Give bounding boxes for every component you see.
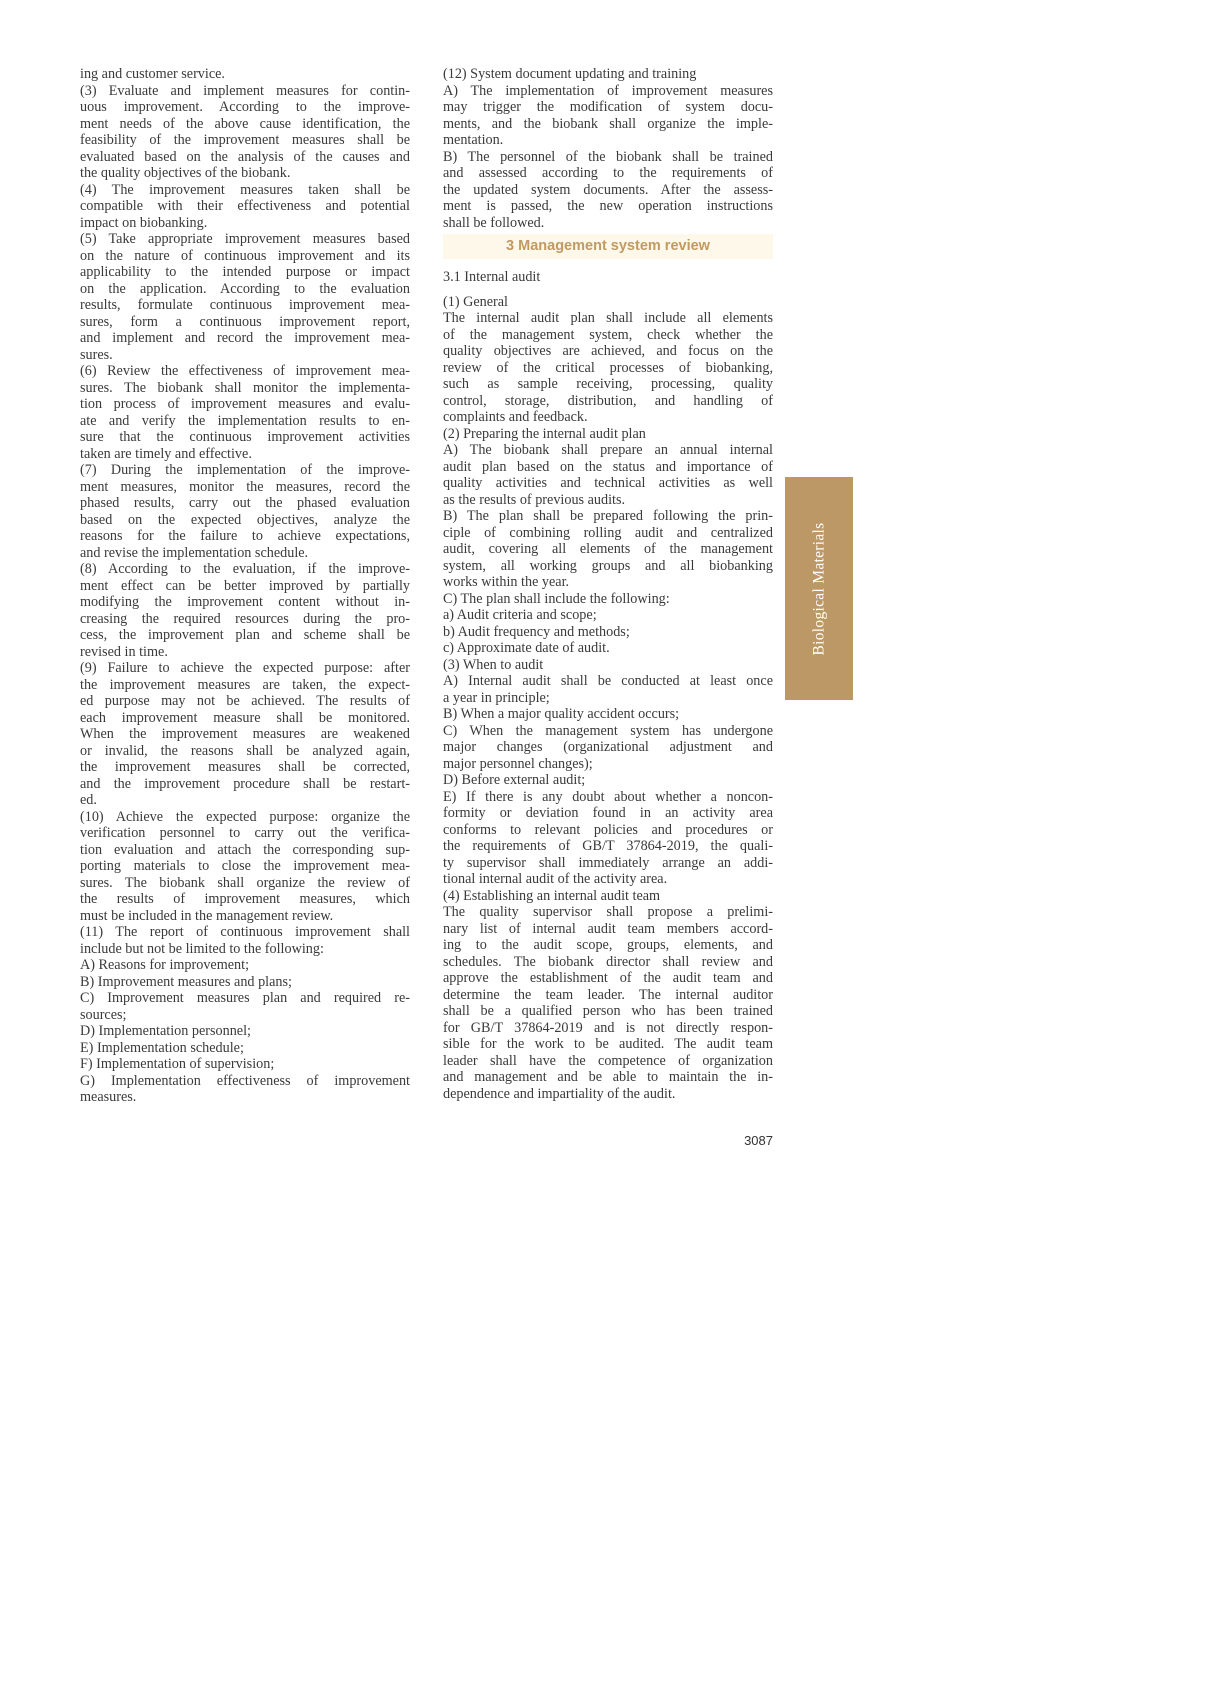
text-line: ing and customer service. [80,66,225,82]
text-line: audit plan based on the status and importance of [443,458,773,475]
text-line: each improvement measure shall be monitored. [80,709,410,726]
side-tab [785,477,853,700]
text-line: may trigger the modification of system docu- [443,99,773,115]
text-line: impact on biobanking. [80,214,208,231]
paragraph [80,990,410,1023]
paragraph [443,607,773,624]
text-line: the improvement measures shall be corrected, [80,759,410,775]
text-line: G) Implementation effectiveness of improvement [80,1072,410,1089]
text-line: leader shall have the competence of organization [443,1052,773,1069]
text-line: E) If there is any doubt about whether a noncon- [443,788,773,805]
text-line: b) Audit frequency and methods; [443,623,630,640]
text-line: tion evaluation and attach the corresponding sup- [80,841,410,858]
paragraph [443,508,773,591]
text-line: tional internal audit of the activity area. [443,871,668,887]
text-line: determine the team leader. The internal auditor [443,986,773,1003]
text-line: mentation. [443,132,504,148]
paragraph [80,660,410,809]
text-line: shall be followed. [443,214,545,231]
text-line: A) The biobank shall prepare an annual internal [443,442,773,458]
text-line: (11) The report of continuous improvement shall [80,924,410,940]
text-line: B) The plan shall be prepared following the prin- [443,508,773,524]
right-top-text [443,66,773,231]
text-line: (3) Evaluate and implement measures for contin- [80,82,410,99]
text-line: ate and verify the implementation results to en- [80,412,410,429]
text-line: review of the critical processes of biobanking, [443,359,773,376]
text-line: ment is passed, the new operation instructions [443,198,773,214]
text-line: c) Approximate date of audit. [443,640,610,656]
text-line: A) Internal audit shall be conducted at least once [443,673,773,689]
text-line: include but not be limited to the following: [80,940,324,957]
text-line: of the management system, check whether the [443,326,773,343]
text-line: sures, form a continuous improvement report, [80,313,410,330]
text-line: The quality supervisor shall propose a prelimi- [443,904,773,920]
paragraph [80,1040,410,1057]
paragraph [443,624,773,641]
paragraph [443,83,773,149]
text-line: for GB/T 37864-2019 and is not directly respon- [443,1019,773,1036]
text-line: ment measures, monitor the measures, record the [80,478,410,495]
spacer [443,286,773,294]
text-line: works within the year. [443,574,570,590]
text-line: and revise the implementation schedule. [80,544,309,561]
text-line: ing to the audit scope, groups, elements, and [443,937,773,953]
text-line: sible for the work to be audited. The audit team [443,1036,773,1052]
paragraph [443,673,773,706]
text-line: schedules. The biobank director shall review and [443,953,773,970]
text-line: sures. The biobank shall monitor the implementa- [80,379,410,396]
text-line: ed. [80,792,97,808]
paragraph [80,83,410,182]
text-line: (6) Review the effectiveness of improvement mea- [80,363,410,379]
text-line: approve the establishment of the audit team and [443,970,773,986]
text-line: F) Implementation of supervision; [80,1056,275,1072]
text-line: ment needs of the above cause identification, the [80,115,410,132]
text-line: ment effect can be better improved by partially [80,577,410,594]
paragraph [80,462,410,561]
text-line: the requirements of GB/T 37864-2019, the quali- [443,838,773,854]
text-line: the improvement measures are taken, the expect- [80,676,410,693]
text-line: sures. [80,346,113,363]
text-line: C) The plan shall include the following: [443,590,670,607]
text-line: the results of improvement measures, which [80,891,410,907]
paragraph [443,706,773,723]
text-line: or invalid, the reasons shall be analyzed again, [80,742,410,759]
text-line: sures. The biobank shall organize the review of [80,874,410,891]
text-line: quality objectives are achieved, and focus on the [443,343,773,359]
paragraph [80,924,410,957]
paragraph [443,789,773,888]
paragraph [443,904,773,1102]
text-line: major changes (organizational adjustment and [443,739,773,755]
text-line: (1) General [443,293,508,310]
paragraph [80,231,410,363]
text-line: (9) Failure to achieve the expected purpose: after [80,660,410,676]
text-line: feasibility of the improvement measures shall be [80,132,410,148]
text-line: tion process of improvement measures and evalu- [80,396,410,412]
text-line: and implement and record the improvement mea- [80,330,410,346]
text-line: major personnel changes); [443,755,593,772]
paragraph [443,294,773,311]
text-line: quality activities and technical activities as well [443,475,773,491]
text-line: D) Implementation personnel; [80,1023,251,1039]
text-line: dependence and impartiality of the audit. [443,1085,676,1102]
text-line: (12) System document updating and training [443,66,697,82]
paragraph [80,957,410,974]
text-line: results, formulate continuous improvement mea- [80,297,410,313]
text-line: as the results of previous audits. [443,491,626,508]
text-line: nary list of internal audit team members accord- [443,920,773,937]
text-line: must be included in the management review. [80,907,334,924]
text-line: A) The implementation of improvement measures [443,82,773,99]
text-line: (5) Take appropriate improvement measures based [80,231,410,247]
text-line: evaluated based on the analysis of the causes and [80,148,410,165]
text-line: system, all working groups and all biobanking [443,557,773,574]
text-line: revised in time. [80,643,168,660]
section-heading: 3 Management system review [443,234,773,259]
text-line: applicability to the intended purpose or impact [80,264,410,280]
text-line: audit, covering all elements of the management [443,541,773,557]
text-line: on the application. According to the evaluation [80,280,410,297]
text-line: D) Before external audit; [443,772,586,788]
text-line: formity or deviation found in an activity area [443,805,773,821]
paragraph [80,974,410,991]
text-line: the updated system documents. After the assess- [443,181,773,198]
text-line: (4) Establishing an internal audit team [443,887,661,904]
text-line: ed purpose may not be achieved. The results of [80,693,410,709]
paragraph [80,1023,410,1040]
text-line: and management and be able to maintain the in- [443,1069,773,1085]
paragraph [443,723,773,773]
paragraph [443,657,773,674]
text-line: complaints and feedback. [443,409,588,425]
text-line: (10) Achieve the expected purpose: organize the [80,808,410,825]
text-line: and assessed according to the requirements of [443,165,773,181]
text-line: creasing the required resources during the pro- [80,610,410,627]
text-line: ciple of combining rolling audit and centralized [443,524,773,541]
paragraph [443,426,773,443]
page-number: 3087 [744,1133,773,1148]
side-tab-label: Biological Materials [810,522,828,655]
text-line: C) When the management system has undergone [443,722,773,739]
paragraph [80,809,410,925]
text-line: sure that the continuous improvement activities [80,429,410,445]
paragraph [443,888,773,905]
paragraph [443,591,773,608]
text-line: B) When a major quality accident occurs; [443,706,680,722]
text-line: conforms to relevant policies and procedures or [443,821,773,838]
text-line: compatible with their effectiveness and potential [80,198,410,214]
text-line: (4) The improvement measures taken shall be [80,181,410,198]
paragraph [443,66,773,83]
text-line: (3) When to audit [443,656,544,673]
paragraph [80,1073,410,1106]
text-line: a) Audit criteria and scope; [443,607,597,623]
text-line: taken are timely and effective. [80,445,252,462]
text-line: (7) During the implementation of the improve- [80,462,410,478]
paragraph [443,442,773,508]
text-line: on the nature of continuous improvement and its [80,247,410,264]
text-line: such as sample receiving, processing, quality [443,376,773,392]
left-column [80,66,410,1106]
text-line: (2) Preparing the internal audit plan [443,425,646,442]
text-line: a year in principle; [443,689,550,706]
text-line: When the improvement measures are weakened [80,726,410,742]
text-line: ments, and the biobank shall organize the imple- [443,115,773,132]
paragraph [80,182,410,232]
text-line: reasons for the failure to achieve expectations, [80,528,410,544]
text-line: cess, the improvement plan and scheme shall be [80,627,410,643]
text-line: verification personnel to carry out the verifica- [80,825,410,841]
text-line: sources; [80,1006,127,1023]
paragraph [443,772,773,789]
text-line: based on the expected objectives, analyze the [80,511,410,528]
text-line: B) Improvement measures and plans; [80,973,292,990]
text-line: B) The personnel of the biobank shall be trained [443,148,773,165]
paragraph [443,310,773,426]
text-line: measures. [80,1089,137,1105]
paragraph [80,1056,410,1073]
text-line: (8) According to the evaluation, if the improve- [80,561,410,577]
text-line: phased results, carry out the phased evaluation [80,495,410,511]
right-bottom-text [443,294,773,1103]
text-line: E) Implementation schedule; [80,1039,244,1056]
paragraph [80,66,410,83]
text-line: The internal audit plan shall include all elements [443,310,773,326]
paragraph [80,363,410,462]
right-column [443,66,773,1102]
paragraph [443,149,773,232]
text-line: ty supervisor shall immediately arrange an addi- [443,854,773,871]
paragraph [443,640,773,657]
text-line: the quality objectives of the biobank. [80,165,291,181]
text-line: modifying the improvement content without in- [80,594,410,610]
text-line: C) Improvement measures plan and required re- [80,990,410,1006]
text-line: and the improvement procedure shall be restart- [80,775,410,792]
paragraph [80,561,410,660]
text-line: uous improvement. According to the improve- [80,99,410,115]
subsection-heading: 3.1 Internal audit [443,269,541,285]
text-line: shall be a qualified person who has been trained [443,1003,773,1019]
text-line: porting materials to close the improvement mea- [80,858,410,874]
text-line: A) Reasons for improvement; [80,957,250,973]
text-line: control, storage, distribution, and handling of [443,392,773,409]
